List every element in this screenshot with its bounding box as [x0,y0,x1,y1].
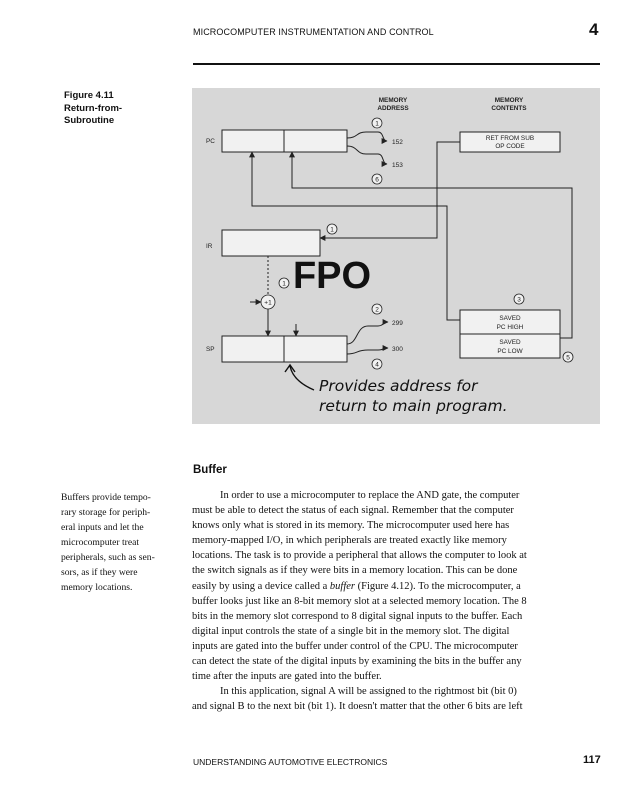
address-299: 299 [392,320,403,327]
step-marker-label: 1 [330,226,334,234]
address-300: 300 [392,346,403,353]
sp-label: SP [206,346,215,353]
body-line-part: (Figure 4.12). To the microcomputer, a [355,580,521,592]
body-line: In this application, signal A will be assigned to the rightmost bit (bit 0) [220,686,517,698]
ir-register [222,230,320,256]
figure-caption [64,90,174,128]
saved-pc-high-text: SAVED [499,315,521,322]
body-line: and signal B to the next bit (bit 1). It doesn't matter that the other 6 bits are left [192,701,523,713]
figure-caption-line: Return-from- [64,102,123,114]
running-title: MICROCOMPUTER INSTRUMENTATION AND CONTROL [193,27,434,37]
margin-note-line: memory locations. [61,582,133,593]
memory-address-header: ADDRESS [377,105,409,112]
step-marker-label: 1 [375,120,379,128]
body-line: time after the inputs are gated into the buffer. [192,671,382,683]
body-line: can detect the state of the digital inputs by examining the bits in the buffer any [192,656,522,668]
margin-note-line: peripherals, such as sen- [61,552,155,563]
opcode-box-text: OP CODE [495,143,525,150]
memory-contents-header: MEMORY [494,97,524,104]
opcode-box-text: RET FROM SUB [485,135,535,142]
margin-note [61,490,176,595]
body-line: memory-mapped I/O, in which peripherals are treated exactly like memory [192,535,507,547]
figure-caption-line: Subroutine [64,115,115,126]
margin-note-line: eral inputs and let the [61,522,144,533]
step-marker-label: 2 [375,306,379,314]
section-heading: Buffer [193,464,227,476]
body-line: In order to use a microcomputer to replace the AND gate, the computer [220,490,520,501]
chapter-number: 4 [589,20,599,39]
body-line: inputs are gated into the buffer under control of the CPU. The microcomputer [192,640,518,652]
address-152: 152 [392,139,403,146]
body-line: digital input controls the state of a single bit in the memory slot. The digital [192,625,510,637]
handwritten-note-line: return to main program. [319,397,508,415]
body-line: bits in the memory slot correspond to 8 digital signal inputs to the buffer. Each [192,610,523,622]
arrow-to-300 [347,348,388,354]
figure-caption-line: Figure 4.11 [64,90,114,101]
margin-note-line: Buffers provide tempo- [61,492,151,503]
body-line: buffer looks just like an 8-bit memory slot at a selected memory location. The 8 [192,595,527,607]
body-line-part: easily by using a device called a [192,580,330,592]
saved-pc-low-text: PC LOW [497,348,523,355]
margin-note-line: sors, as if they were [61,567,138,578]
body-line: the switch signals as if they were bits in a memory location. This can be done [192,565,518,577]
pc-label: PC [206,138,215,145]
arrow-to-152 [347,132,387,141]
body-line: locations. The task is to provide a peripheral that allows the computer to look at [192,550,527,562]
body-text [192,488,602,714]
opcode-to-ir-line [320,142,460,238]
margin-note-line: rary storage for periph- [61,507,151,518]
arrow-to-299 [347,322,388,344]
margin-note-line: microcomputer treat [61,537,140,548]
address-153: 153 [392,162,403,169]
step-marker-label: 4 [375,361,379,369]
memory-contents-header: CONTENTS [491,105,527,112]
body-line: must be able to detect the status of each signal. Remember that the computer [192,505,514,517]
step-marker-label: 6 [375,176,379,184]
figure-diagram [192,88,600,424]
memory-address-header: MEMORY [378,97,408,104]
header-rule [193,63,600,65]
body-line: knows only what is stored in its memory. The microcomputer used here has [192,520,510,532]
increment-label: +1 [264,299,272,307]
ir-label: IR [206,243,213,250]
saved-pc-low-text: SAVED [499,339,521,346]
footer-book-title: UNDERSTANDING AUTOMOTIVE ELECTRONICS [193,757,388,767]
handwritten-note-line: Provides address for [319,377,478,395]
body-line [192,579,602,594]
step-marker-label: 1 [282,280,286,288]
saved-pc-high-text: PC HIGH [496,324,524,331]
page-number: 117 [583,754,601,766]
step-marker-label: 5 [566,354,570,362]
step-marker-label: 3 [517,296,521,304]
arrow-to-153 [347,146,387,164]
buffer-term: buffer [329,580,355,592]
fpo-placeholder: FPO [292,255,372,297]
